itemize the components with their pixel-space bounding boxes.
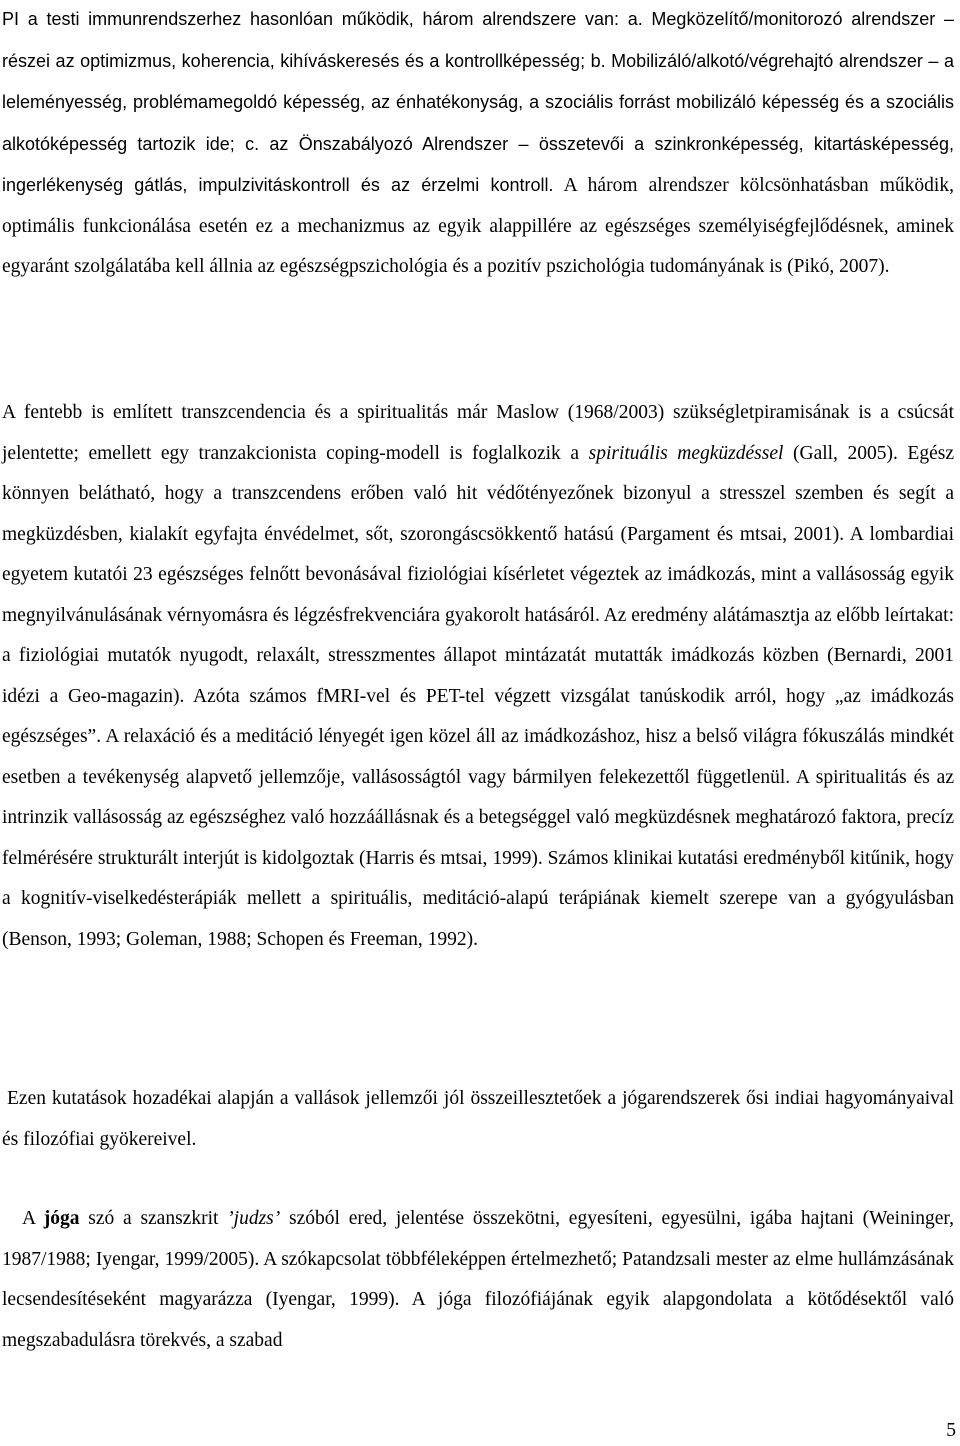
paragraph-etymology-text-a: A — [22, 1208, 44, 1229]
paragraph-etymology-text-c: szóból ered, jelentése összekötni, egyesíteni, egyesülni, igába hajtani (Weininger, 1987/1988; Iyengar, 1999/2005). A szókapcsolat többféleképpen értelmezhető; Patandzsali mester az elme hullámzásának lecsendesítéseként magyarázza (Iyengar, 1999). A jóga filozófiájának egyik alapgondolata a kötődésektől való megszabadulásra törekvés, a szabad — [2, 1208, 954, 1351]
paragraph-pi-subsystems-serif-text: A három alrendszer kölcsönhatásban működik, optimális funkcionálása esetén ez a mechanizmus az egyik alappillére az egészséges személyiségfejlődésnek, aminek egyaránt szolgálatába kell állnia az egészségpszichológia és a pozitív pszichológia tudományának is (Pikó, 2007). — [2, 175, 954, 277]
paragraph-yoga-etymology — [2, 1199, 954, 1361]
paragraph-pi-subsystems — [2, 0, 954, 288]
page-number: 5 — [946, 1420, 956, 1441]
paragraph-yoga-systems-text: Ezen kutatások hozadékai alapján a vallások jellemzői jól összeillesztetőek a jógarendszerek ősi indiai hagyományaival és filozófiai gyökereivel. — [2, 1088, 954, 1150]
paragraph-pi-subsystems-sans-text: PI a testi immunrendszerhez hasonlóan működik, három alrendszere van: a. Megközelítő/monitorozó alrendszer – részei az optimizmus, koherencia, kihíváskeresés és a kontrollképesség; b. Mobilizáló/alkotó/végrehajtó alrendszer – a leleményesség, problémamegoldó képesség, az énhatékonyság, a szociális forrást mobilizáló képesség és a szociális alkotóképesség tartozik ide; c. az Önszabályozó Alrendszer – összetevői a szinkronképesség, kitartásképesség, ingerlékenység gátlás, impulzivitáskontroll és az érzelmi kontroll. — [2, 9, 954, 195]
paragraph-etymology-bold-term: jóga — [43, 1208, 80, 1229]
paragraph-yoga-systems — [2, 1079, 954, 1160]
paragraph-etymology-italic-term: ’judzs’ — [227, 1208, 281, 1229]
paragraph-etymology-text-b: szó a szanszkrit — [79, 1208, 228, 1229]
paragraph-transcendence-text-b: (Gall, 2005). Egész könnyen belátható, hogy a transzcendens erőben való hit védőtényezőnek bizonyul a stresszel szemben és segít a megküzdésben, kialakít egyfajta énvédelmet, sőt, szorongáscsökkentő hatású (Pargament és mtsai, 2001). A lombardiai egyetem kutatói 23 egészséges felnőtt bevonásával fiziológiai kísérletet végeztek az imádkozás, mint a vallásosság egyik megnyilvánulásának vérnyomásra és légzésfrekvenciára gyakorolt hatásáról. Az eredmény alátámasztja az előbb leírtakat: a fiziológiai mutatók nyugodt, relaxált, stresszmentes állapot mintázatát mutatták imádkozás közben (Bernardi, 2001 idézi a Geo-magazin). Azóta számos fMRI-vel és PET-tel végzett vizsgálat tanúskodik arról, hogy „az imádkozás egészséges”. A relaxáció és a meditáció lényegét igen közel áll az imádkozáshoz, hisz a belső világra fókuszálás mindkét esetben a tevékenység alapvető jellemzője, vallásosságtól vagy bármilyen felekezettől függetlenül. A spiritualitás és az intrinzik vallásosság az egészséghez való hozzáállásnak és a betegséggel való megküzdésnek meghatározó faktora, precíz felmérésére strukturált interjút is kidolgoztak (Harris és mtsai, 1999). Számos klinikai kutatási eredményből kitűnik, hogy a kognitív-viselkedésterápiák mellett a spirituális, meditáció-alapú terápiának kiemelt szerepe van a gyógyulásban (Benson, 1993; Goleman, 1988; Schopen és Freeman, 1992). — [2, 442, 954, 950]
paragraph-transcendence-spirituality — [2, 393, 954, 960]
paragraph-transcendence-italic-term: spirituális megküzdéssel — [588, 442, 784, 464]
paragraph-transcendence-text-a: A fentebb is említett transzcendencia és a spiritualitás már Maslow (1968/2003) szükségletpiramisának is a csúcsát jelentette; emellett egy tranzakcionista coping-modell is foglalkozik a — [2, 402, 954, 464]
